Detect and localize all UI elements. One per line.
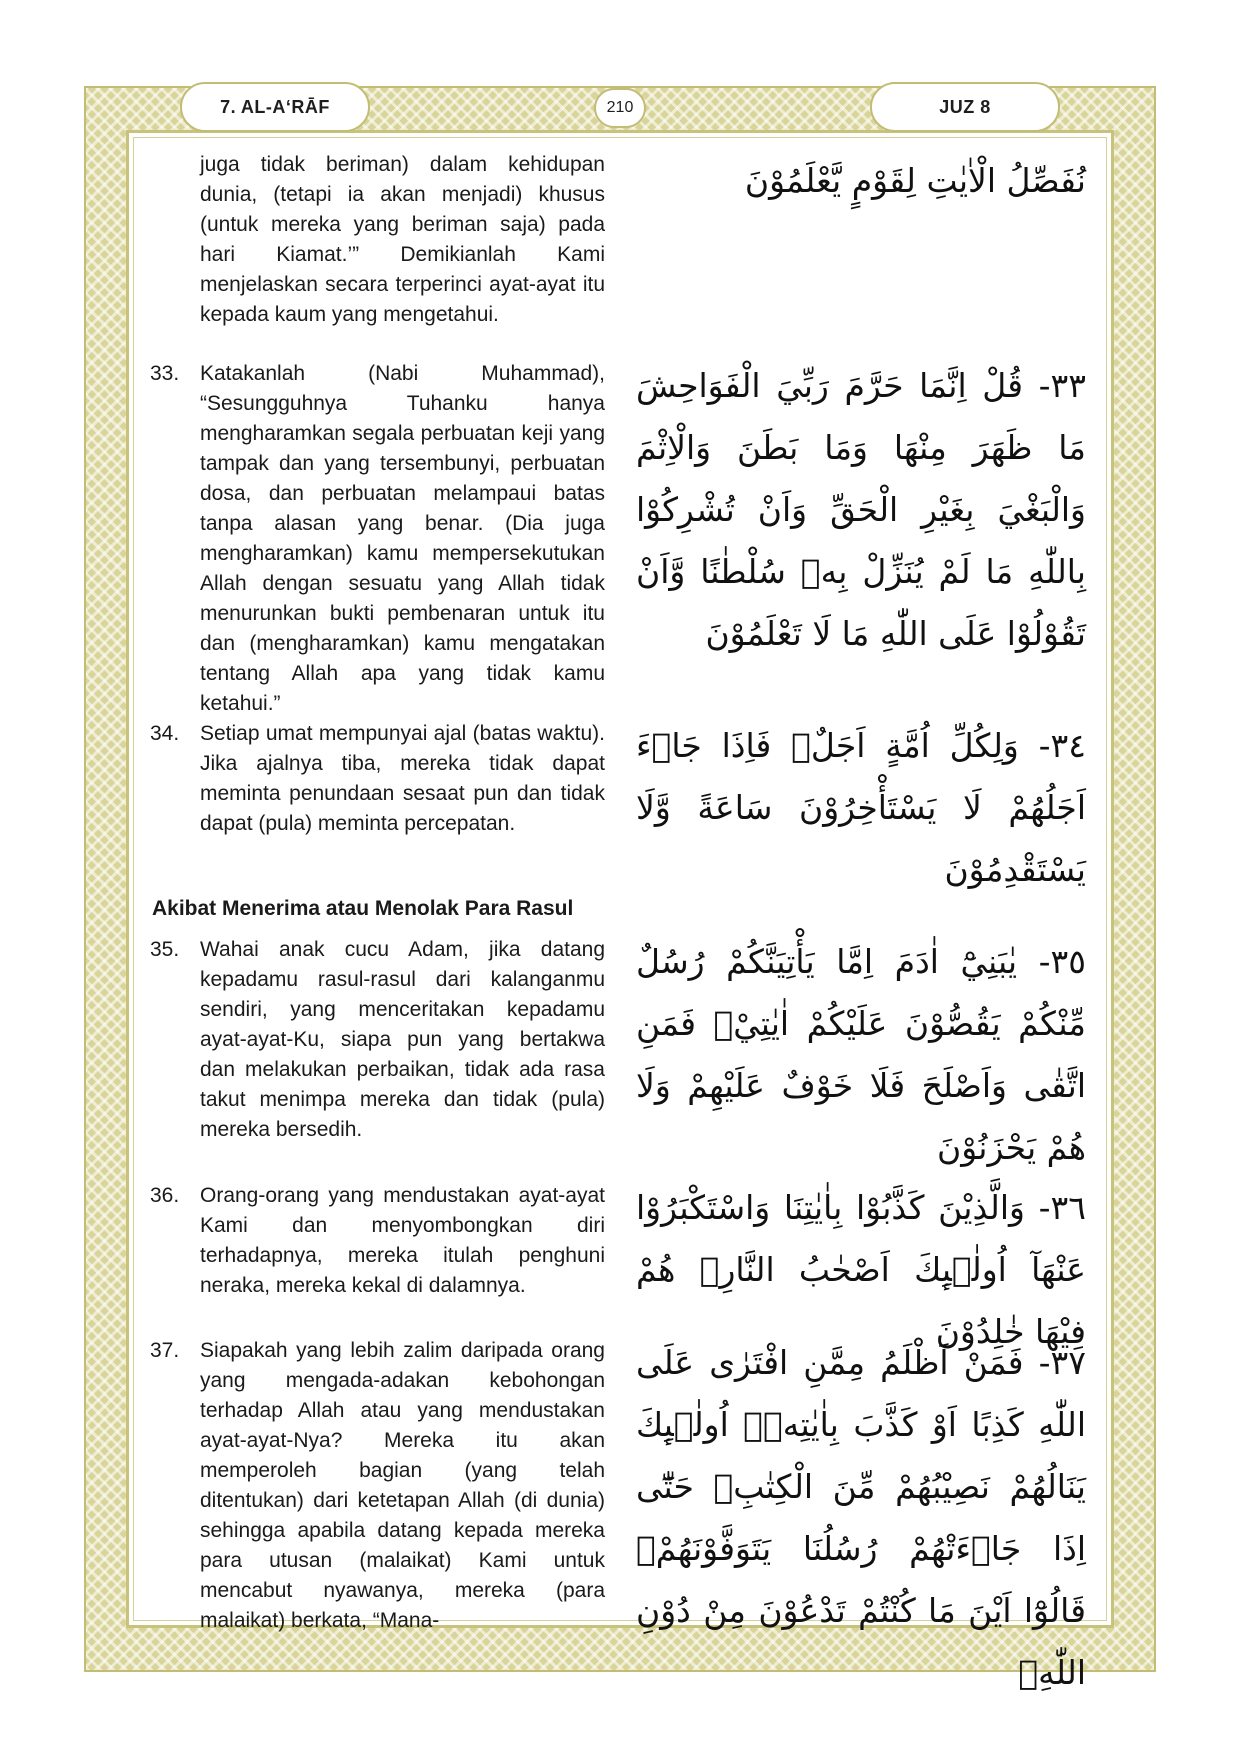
page-number: 210 <box>594 88 646 128</box>
verse-arabic: ٣٦- وَالَّذِيْنَ كَذَّبُوْا بِاٰيٰتِنَا وَاسْتَكْبَرُوْا عَنْهَآ اُولٰۤىِٕكَ اَصْحٰبُ النَّارِۚ هُمْ فِيْهَا خٰلِدُوْنَ <box>636 1188 1086 1351</box>
verse-number: 34. <box>150 722 180 745</box>
juz-label: JUZ 8 <box>870 82 1060 132</box>
surah-name: 7. AL-A‘RĀF <box>180 82 370 132</box>
verse-translation: 34. Setiap umat mempunyai ajal (batas waktu). Jika ajalnya tiba, mereka tidak dapat meminta penundaan sesaat pun dan tidak dapat (pula) meminta percepatan. <box>150 719 605 839</box>
verse-translation: 36. Orang-orang yang mendustakan ayat-ayat Kami dan menyombongkan diri terhadapnya, mereka itulah penghuni neraka, mereka kekal di dalamnya. <box>150 1181 605 1301</box>
section-heading: Akibat Menerima atau Menolak Para Rasul <box>152 897 574 920</box>
verse-arabic: ٣٤- وَلِكُلِّ اُمَّةٍ اَجَلٌۚ فَاِذَا جَاۤءَ اَجَلُهُمْ لَا يَسْتَأْخِرُوْنَ سَاعَةً وَّلَا يَسْتَقْدِمُوْنَ <box>636 726 1086 889</box>
verse-number: 37. <box>150 1339 180 1362</box>
verse-translation: juga tidak beriman) dalam kehidupan dunia, (tetapi ia akan menjadi) khusus (untuk mereka yang beriman saja) pada hari Kiamat.’” Demikianlah Kami menjelaskan secara terperinci ayat-ayat itu kepada kaum yang mengetahui. <box>200 153 605 326</box>
verse-number: 36. <box>150 1184 180 1207</box>
verse-number: 35. <box>150 938 180 961</box>
verse-translation: 37. Siapakah yang lebih zalim daripada orang yang mengada-adakan kebohongan terhadap Allah atau yang mendustakan ayat-ayat-Nya? Mereka itu akan memperoleh bagian (yang telah ditentukan) dari ketetapan Allah (di dunia) sehingga apabila datang kepada mereka para utusan (malaikat) Kami untuk mencabut nyawanya, mereka (para malaikat) berkata, “Mana- <box>150 1336 605 1636</box>
verse-arabic: نُفَصِّلُ الْاٰيٰتِ لِقَوْمٍ يَّعْلَمُوْنَ <box>744 161 1086 200</box>
verse-translation: 35. Wahai anak cucu Adam, jika datang kepadamu rasul-rasul dari kalanganmu sendiri, yang menceritakan kepadamu ayat-ayat-Ku, siapa pun yang bertakwa dan melakukan perbaikan, tidak ada rasa takut menimpa mereka dan tidak (pula) mereka bersedih. <box>150 935 605 1145</box>
verse-number: 33. <box>150 362 180 385</box>
verse-translation: 33. Katakanlah (Nabi Muhammad), “Sesungguhnya Tuhanku hanya mengharamkan segala perbuatan keji yang tampak dan yang tersembunyi, perbuatan dosa, dan perbuatan melampaui batas tanpa alasan yang benar. (Dia juga mengharamkan) kamu mempersekutukan Allah dengan sesuatu yang Allah tidak menurunkan bukti pembenaran untuk itu dan (mengharamkan) kamu mengatakan tentang Allah apa yang tidak kamu ketahui.” <box>150 359 605 719</box>
verse-arabic: ٣٣- قُلْ اِنَّمَا حَرَّمَ رَبِّيَ الْفَوَاحِشَ مَا ظَهَرَ مِنْهَا وَمَا بَطَنَ وَالْاِثْمَ وَالْبَغْيَ بِغَيْرِ الْحَقِّ وَاَنْ تُشْرِكُوْا بِاللّٰهِ مَا لَمْ يُنَزِّلْ بِهٖ سُلْطٰنًا وَّاَنْ تَقُوْلُوْا عَلَى اللّٰهِ مَا لَا تَعْلَمُوْنَ <box>636 366 1086 653</box>
verse-arabic: ٣٥- يٰبَنِيْٓ اٰدَمَ اِمَّا يَأْتِيَنَّكُمْ رُسُلٌ مِّنْكُمْ يَقُصُّوْنَ عَلَيْكُمْ اٰيٰتِيْۙ فَمَنِ اتَّقٰى وَاَصْلَحَ فَلَا خَوْفٌ عَلَيْهِمْ وَلَا هُمْ يَحْزَنُوْنَ <box>636 942 1086 1167</box>
verse-arabic: ٣٧- فَمَنْ اَظْلَمُ مِمَّنِ افْتَرٰى عَلَى اللّٰهِ كَذِبًا اَوْ كَذَّبَ بِاٰيٰتِهٖۗ اُولٰۤىِٕكَ يَنَالُهُمْ نَصِيْبُهُمْ مِّنَ الْكِتٰبِۗ حَتّٰٓى اِذَا جَاۤءَتْهُمْ رُسُلُنَا يَتَوَفَّوْنَهُمْۙ قَالُوْٓا اَيْنَ مَا كُنْتُمْ تَدْعُوْنَ مِنْ دُوْنِ اللّٰهِۗ <box>636 1343 1086 1692</box>
